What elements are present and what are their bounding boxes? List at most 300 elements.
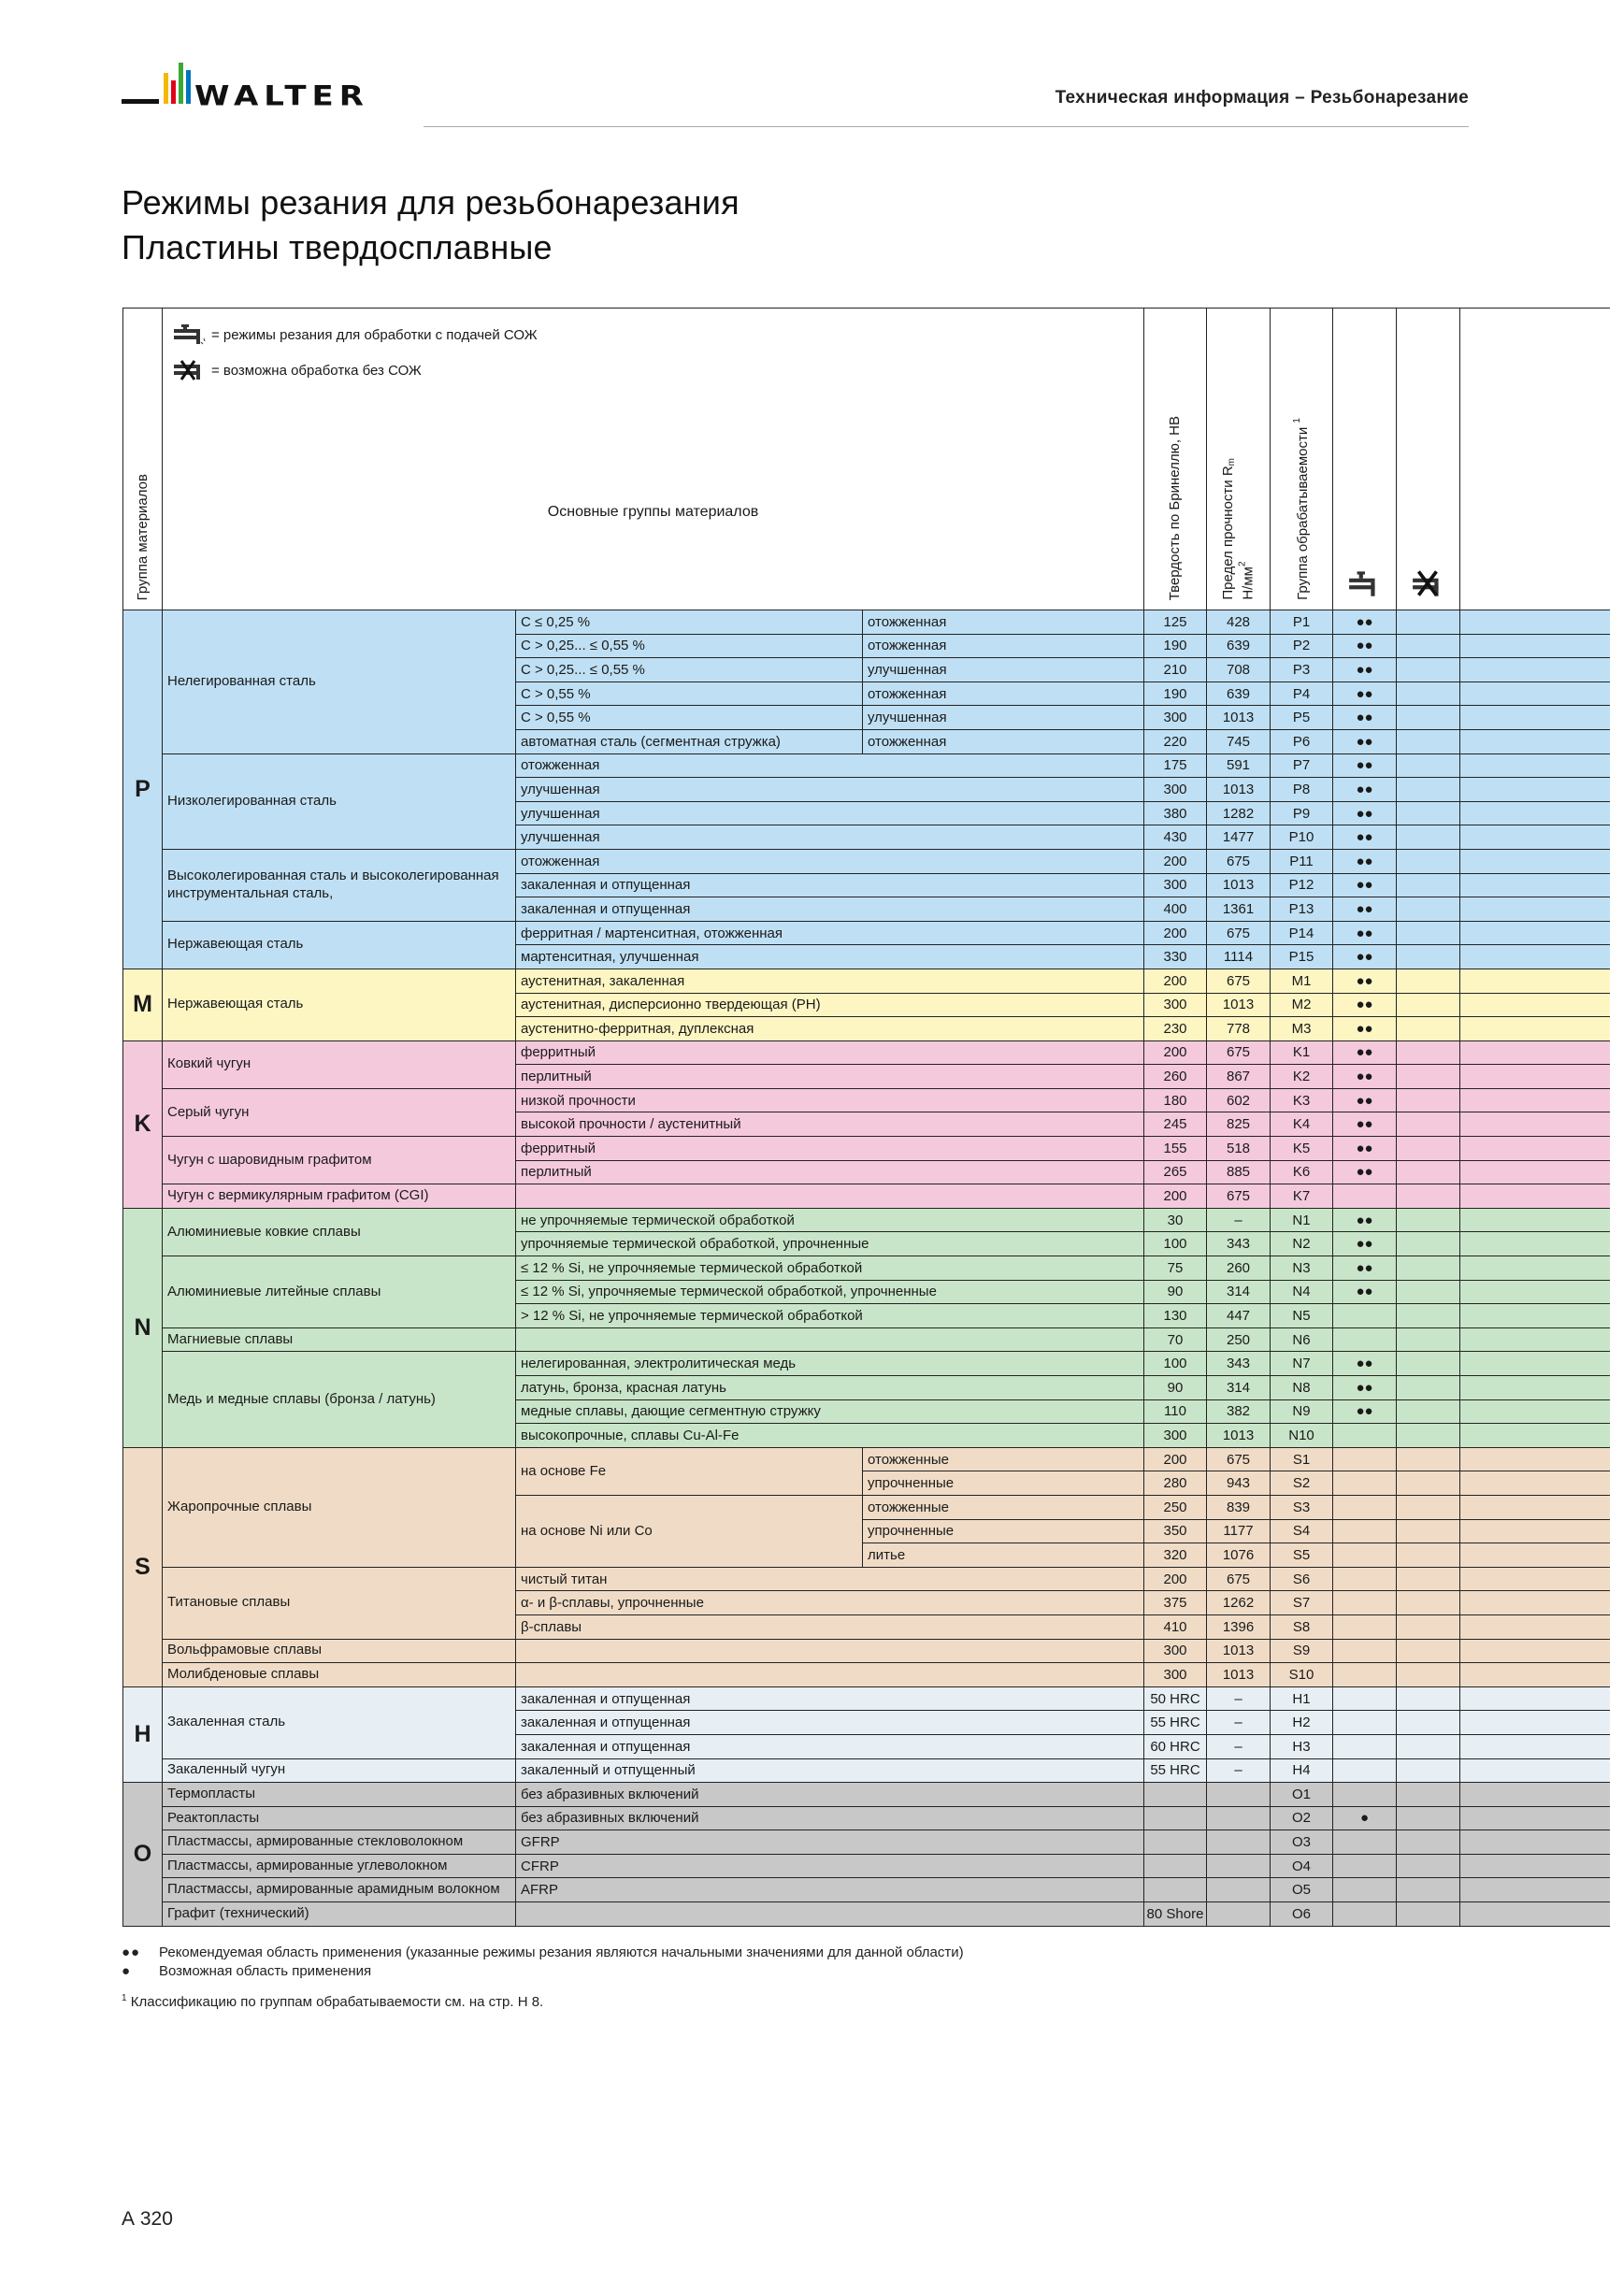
material-subgroup: латунь, бронза, красная латунь — [516, 1376, 1144, 1400]
empty-cell — [1460, 1902, 1610, 1927]
material-subgroup: ≤ 12 % Si, упрочняемые термической обработкой, упрочненные — [516, 1280, 1144, 1304]
tensile-strength: 591 — [1207, 753, 1271, 778]
material-name: Реактопласты — [163, 1806, 516, 1830]
material-subgroup: без абразивных включений — [516, 1806, 1144, 1830]
tensile-strength: 639 — [1207, 634, 1271, 658]
dry-mark — [1397, 778, 1460, 802]
table-row — [123, 1352, 1610, 1376]
dry-mark — [1397, 1734, 1460, 1758]
machinability-group: P13 — [1271, 897, 1333, 922]
empty-cell — [1460, 1806, 1610, 1830]
tensile-strength: 825 — [1207, 1112, 1271, 1137]
coolant-mark — [1333, 1902, 1397, 1927]
machinability-group: M3 — [1271, 1017, 1333, 1041]
dry-mark — [1397, 1327, 1460, 1352]
table-row — [123, 1783, 1610, 1807]
dry-mark — [1397, 1137, 1460, 1161]
tensile-strength: 839 — [1207, 1495, 1271, 1519]
material-name: Серый чугун — [163, 1088, 516, 1136]
material-condition: отожженная — [863, 729, 1144, 753]
table-row — [123, 1256, 1610, 1281]
empty-cell — [1460, 1280, 1610, 1304]
dry-mark — [1397, 1040, 1460, 1065]
material-condition: литье — [863, 1543, 1144, 1568]
machinability-group: K4 — [1271, 1112, 1333, 1137]
material-name: Жаропрочные сплавы — [163, 1447, 516, 1567]
hardness-hb: 125 — [1144, 610, 1207, 635]
coolant-mark — [1333, 1686, 1397, 1711]
material-subgroup: медные сплавы, дающие сегментную стружку — [516, 1399, 1144, 1424]
dry-mark — [1397, 1567, 1460, 1591]
tensile-strength: 675 — [1207, 921, 1271, 945]
empty-cell — [1460, 1424, 1610, 1448]
material-name: Закаленный чугун — [163, 1758, 516, 1783]
material-subgroup: автоматная сталь (сегментная стружка) — [516, 729, 863, 753]
coolant-mark: ●● — [1333, 729, 1397, 753]
single-dot-mark: ● — [122, 1963, 132, 1979]
dry-mark — [1397, 897, 1460, 922]
empty-cell — [1460, 778, 1610, 802]
material-subgroup: чистый титан — [516, 1567, 1144, 1591]
material-name: Нержавеющая сталь — [163, 921, 516, 969]
material-subgroup: закаленная и отпущенная — [516, 1686, 1144, 1711]
material-condition: отожженная — [863, 610, 1144, 635]
material-name: Пластмассы, армированные стекловолокном — [163, 1830, 516, 1855]
hardness-hb: 250 — [1144, 1495, 1207, 1519]
coolant-mark — [1333, 1711, 1397, 1735]
coolant-mark: ●● — [1333, 1017, 1397, 1041]
empty-cell — [1460, 825, 1610, 850]
tensile-strength: 260 — [1207, 1256, 1271, 1281]
empty-cell — [1460, 1376, 1610, 1400]
dry-mark — [1397, 1304, 1460, 1328]
empty-cell — [1460, 1112, 1610, 1137]
empty-cell — [1460, 729, 1610, 753]
material-condition: улучшенная — [863, 658, 1144, 682]
material-condition: отожженные — [863, 1495, 1144, 1519]
machinability-group: O2 — [1271, 1806, 1333, 1830]
header-group-cell — [123, 309, 163, 610]
hardness-hb: 380 — [1144, 801, 1207, 825]
machinability-group: O3 — [1271, 1830, 1333, 1855]
tensile-strength — [1207, 1854, 1271, 1878]
footnote-recommended: ●● Рекомендуемая область применения (указанные режимы резания являются начальными значениями для данной области) — [122, 1944, 964, 1960]
tensile-strength: 675 — [1207, 1040, 1271, 1065]
tensile-strength: 675 — [1207, 1567, 1271, 1591]
material-subgroup: β-сплавы — [516, 1614, 1144, 1639]
hardness-hb: 90 — [1144, 1280, 1207, 1304]
material-subgroup: AFRP — [516, 1878, 1144, 1902]
coolant-mark — [1333, 1424, 1397, 1448]
header-title: Техническая информация – Резьбонарезание — [1055, 88, 1469, 108]
material-subgroup: высокой прочности / аустенитный — [516, 1112, 1144, 1137]
coolant-mark — [1333, 1830, 1397, 1855]
coolant-mark: ●● — [1333, 1280, 1397, 1304]
table-row — [123, 1088, 1610, 1112]
machinability-group: H2 — [1271, 1711, 1333, 1735]
material-subgroup: C > 0,25... ≤ 0,55 % — [516, 634, 863, 658]
hardness-hb — [1144, 1854, 1207, 1878]
coolant-mark: ●● — [1333, 753, 1397, 778]
hardness-hb: 55 HRC — [1144, 1758, 1207, 1783]
coolant-mark — [1333, 1734, 1397, 1758]
coolant-mark: ●● — [1333, 1399, 1397, 1424]
empty-cell — [1460, 1088, 1610, 1112]
dry-mark — [1397, 969, 1460, 993]
empty-cell — [1460, 1663, 1610, 1687]
tensile-strength: 1361 — [1207, 897, 1271, 922]
hardness-hb: 300 — [1144, 706, 1207, 730]
empty-cell — [1460, 969, 1610, 993]
empty-cell — [1460, 1352, 1610, 1376]
material-subgroup — [516, 1663, 1144, 1687]
hardness-hb — [1144, 1878, 1207, 1902]
hardness-hb: 175 — [1144, 753, 1207, 778]
tensile-strength: 1262 — [1207, 1591, 1271, 1615]
material-subgroup: C ≤ 0,25 % — [516, 610, 863, 635]
machinability-group: P1 — [1271, 610, 1333, 635]
coolant-mark: ●● — [1333, 969, 1397, 993]
legend-dry-text: = возможна обработка без СОЖ — [211, 362, 422, 379]
material-name: Ковкий чугун — [163, 1040, 516, 1088]
material-condition: упрочненные — [863, 1519, 1144, 1543]
table-header-row — [123, 309, 1610, 610]
material-subgroup: закаленная и отпущенная — [516, 873, 1144, 897]
material-subgroup: низкой прочности — [516, 1088, 1144, 1112]
material-subgroup: ферритный — [516, 1137, 1144, 1161]
material-subgroup: закаленный и отпущенный — [516, 1758, 1144, 1783]
dry-mark — [1397, 1758, 1460, 1783]
coolant-mark — [1333, 1184, 1397, 1209]
empty-cell — [1460, 1065, 1610, 1089]
material-name: Молибденовые сплавы — [163, 1663, 516, 1687]
table-row — [123, 969, 1610, 993]
dry-mark — [1397, 1447, 1460, 1471]
machinability-group: S9 — [1271, 1639, 1333, 1663]
hardness-hb: 375 — [1144, 1591, 1207, 1615]
material-subgroup — [516, 1639, 1144, 1663]
coolant-mark — [1333, 1519, 1397, 1543]
coolant-mark: ●● — [1333, 1112, 1397, 1137]
coolant-mark — [1333, 1447, 1397, 1471]
table-row — [123, 1854, 1610, 1878]
hardness-hb: 90 — [1144, 1376, 1207, 1400]
header-main-cell — [163, 309, 1144, 610]
material-subgroup — [516, 1184, 1144, 1209]
coolant-mark: ●● — [1333, 801, 1397, 825]
material-subgroup: GFRP — [516, 1830, 1144, 1855]
empty-cell — [1460, 1567, 1610, 1591]
page-title-line1: Режимы резания для резьбонарезания — [122, 183, 740, 222]
empty-cell — [1460, 634, 1610, 658]
machinability-group: S5 — [1271, 1543, 1333, 1568]
tensile-strength: 943 — [1207, 1471, 1271, 1496]
hardness-hb: 300 — [1144, 1424, 1207, 1448]
cutting-data-table — [122, 308, 1610, 1927]
logo-text: WALTER — [194, 80, 369, 112]
empty-cell — [1460, 1040, 1610, 1065]
logo-bar-yellow — [164, 73, 168, 104]
hardness-hb: 200 — [1144, 1447, 1207, 1471]
hardness-hb: 130 — [1144, 1304, 1207, 1328]
empty-cell — [1460, 993, 1610, 1017]
coolant-mark: ● — [1333, 1806, 1397, 1830]
group-letter: K — [123, 1040, 163, 1208]
empty-cell — [1460, 1208, 1610, 1232]
walter-logo — [122, 58, 402, 123]
coolant-mark: ●● — [1333, 1352, 1397, 1376]
table-row — [123, 849, 1610, 873]
coolant-mark: ●● — [1333, 682, 1397, 706]
hardness-hb: 55 HRC — [1144, 1711, 1207, 1735]
table-row — [123, 1447, 1610, 1471]
empty-cell — [1460, 945, 1610, 969]
material-subgroup — [516, 1902, 1144, 1927]
tensile-strength: 428 — [1207, 610, 1271, 635]
machinability-group: N9 — [1271, 1399, 1333, 1424]
empty-cell — [1460, 1399, 1610, 1424]
material-subgroup: упрочняемые термической обработкой, упрочненные — [516, 1232, 1144, 1256]
dry-mark — [1397, 1543, 1460, 1568]
empty-cell — [1460, 1519, 1610, 1543]
coolant-mark — [1333, 1663, 1397, 1687]
empty-cell — [1460, 1256, 1610, 1281]
group-letter: O — [123, 1783, 163, 1927]
hardness-hb: 200 — [1144, 849, 1207, 873]
material-name: Нержавеющая сталь — [163, 969, 516, 1040]
machinability-group: P7 — [1271, 753, 1333, 778]
machinability-group: O1 — [1271, 1783, 1333, 1807]
hardness-hb: 110 — [1144, 1399, 1207, 1424]
group-letter: P — [123, 610, 163, 969]
material-subgroup: α- и β-сплавы, упрочненные — [516, 1591, 1144, 1615]
dry-mark — [1397, 753, 1460, 778]
table-row — [123, 1040, 1610, 1065]
hardness-hb: 300 — [1144, 993, 1207, 1017]
empty-cell — [1460, 1639, 1610, 1663]
coolant-mark — [1333, 1783, 1397, 1807]
material-subgroup: отожженная — [516, 849, 1144, 873]
header-main: Основные группы материалов — [547, 504, 759, 520]
hardness-hb: 350 — [1144, 1519, 1207, 1543]
material-condition: упрочненные — [863, 1471, 1144, 1496]
dry-mark — [1397, 1088, 1460, 1112]
material-name: Алюминиевые литейные сплавы — [163, 1256, 516, 1328]
empty-cell — [1460, 1137, 1610, 1161]
coolant-mark — [1333, 1854, 1397, 1878]
machinability-group: S4 — [1271, 1519, 1333, 1543]
table-row — [123, 1806, 1610, 1830]
table-row — [123, 610, 1610, 635]
tensile-strength: 1477 — [1207, 825, 1271, 850]
coolant-mark: ●● — [1333, 849, 1397, 873]
empty-cell — [1460, 1830, 1610, 1855]
coolant-mark: ●● — [1333, 1088, 1397, 1112]
coolant-mark — [1333, 1758, 1397, 1783]
header-mach-group: Группа обрабатываемости $^1$ — [1291, 418, 1311, 600]
coolant-mark: ●● — [1333, 921, 1397, 945]
machinability-group: S7 — [1271, 1591, 1333, 1615]
dry-mark — [1397, 825, 1460, 850]
hardness-hb: 180 — [1144, 1088, 1207, 1112]
material-subgroup: перлитный — [516, 1065, 1144, 1089]
machinability-group: K1 — [1271, 1040, 1333, 1065]
empty-cell — [1460, 873, 1610, 897]
machinability-group: K3 — [1271, 1088, 1333, 1112]
hardness-hb: 265 — [1144, 1160, 1207, 1184]
material-subgroup: без абразивных включений — [516, 1783, 1144, 1807]
tensile-strength: 885 — [1207, 1160, 1271, 1184]
material-subgroup: C > 0,55 % — [516, 682, 863, 706]
machinability-group: P12 — [1271, 873, 1333, 897]
group-letter: S — [123, 1447, 163, 1686]
empty-cell — [1460, 849, 1610, 873]
page-title-line2: Пластины твердосплавные — [122, 228, 553, 266]
empty-cell — [1460, 1783, 1610, 1807]
empty-cell — [1460, 1711, 1610, 1735]
footnote-reference: $^1$ Классификацию по группам обрабатываемости см. на стр. Н 8. — [122, 1993, 544, 2010]
material-name: Высоколегированная сталь и высоколегированная инструментальная сталь, — [163, 849, 516, 921]
material-name: Титановые сплавы — [163, 1567, 516, 1639]
logo-bar-blue — [186, 70, 191, 104]
header-dry-cell — [1397, 309, 1460, 610]
empty-cell — [1460, 658, 1610, 682]
material-subgroup: мартенситная, улучшенная — [516, 945, 1144, 969]
empty-cell — [1460, 753, 1610, 778]
tensile-strength: 1114 — [1207, 945, 1271, 969]
empty-cell — [1460, 1471, 1610, 1496]
table-row — [123, 1663, 1610, 1687]
material-subgroup: высокопрочные, сплавы Cu-Al-Fe — [516, 1424, 1144, 1448]
empty-cell — [1460, 921, 1610, 945]
machinability-group: O5 — [1271, 1878, 1333, 1902]
coolant-mark: ●● — [1333, 945, 1397, 969]
coolant-mark — [1333, 1327, 1397, 1352]
material-subgroup: ферритный — [516, 1040, 1144, 1065]
table-row — [123, 1208, 1610, 1232]
hardness-hb: 200 — [1144, 1040, 1207, 1065]
legend-coolant — [172, 323, 538, 346]
machinability-group: M2 — [1271, 993, 1333, 1017]
empty-cell — [1460, 1878, 1610, 1902]
dry-mark — [1397, 1376, 1460, 1400]
tensile-strength: 447 — [1207, 1304, 1271, 1328]
table-row — [123, 1137, 1610, 1161]
page-number: А 320 — [122, 2208, 173, 2230]
tensile-strength: 1396 — [1207, 1614, 1271, 1639]
tensile-strength: 1282 — [1207, 801, 1271, 825]
machinability-group: S6 — [1271, 1567, 1333, 1591]
dry-mark — [1397, 1519, 1460, 1543]
dry-mark — [1397, 1280, 1460, 1304]
machinability-group: P2 — [1271, 634, 1333, 658]
table-row — [123, 921, 1610, 945]
machinability-group: K6 — [1271, 1160, 1333, 1184]
hardness-hb: 75 — [1144, 1256, 1207, 1281]
material-subgroup: перлитный — [516, 1160, 1144, 1184]
empty-cell — [1460, 1327, 1610, 1352]
coolant-mark: ●● — [1333, 897, 1397, 922]
dry-mark — [1397, 1424, 1460, 1448]
dry-tap-icon — [1411, 567, 1446, 599]
header-hb: Твердость по Бринеллю, HB — [1167, 415, 1184, 600]
material-subgroup: CFRP — [516, 1854, 1144, 1878]
hardness-hb: 300 — [1144, 1663, 1207, 1687]
dry-mark — [1397, 1854, 1460, 1878]
empty-cell — [1460, 1854, 1610, 1878]
dry-mark — [1397, 1663, 1460, 1687]
dry-mark — [1397, 1711, 1460, 1735]
table-row — [123, 1902, 1610, 1927]
machinability-group: P15 — [1271, 945, 1333, 969]
machinability-group: K7 — [1271, 1184, 1333, 1209]
footnote-possible: ● Возможная область применения — [122, 1963, 372, 1979]
machinability-group: N4 — [1271, 1280, 1333, 1304]
hardness-hb: 155 — [1144, 1137, 1207, 1161]
material-subgroup: улучшенная — [516, 825, 1144, 850]
dry-mark — [1397, 1783, 1460, 1807]
hardness-hb: 50 HRC — [1144, 1686, 1207, 1711]
dry-mark — [1397, 1830, 1460, 1855]
hardness-hb: 320 — [1144, 1543, 1207, 1568]
material-subgroup: аустенитная, дисперсионно твердеющая (PH) — [516, 993, 1144, 1017]
hardness-hb: 300 — [1144, 873, 1207, 897]
group-letter: N — [123, 1208, 163, 1447]
machinability-group: N8 — [1271, 1376, 1333, 1400]
material-name: Графит (технический) — [163, 1902, 516, 1927]
group-letter: M — [123, 969, 163, 1040]
tensile-strength: – — [1207, 1711, 1271, 1735]
dry-mark — [1397, 849, 1460, 873]
coolant-mark: ●● — [1333, 1065, 1397, 1089]
dry-mark — [1397, 1184, 1460, 1209]
machinability-group: N5 — [1271, 1304, 1333, 1328]
material-condition: улучшенная — [863, 706, 1144, 730]
material-subgroup: аустенитная, закаленная — [516, 969, 1144, 993]
tensile-strength: 708 — [1207, 658, 1271, 682]
machinability-group: P4 — [1271, 682, 1333, 706]
tensile-strength — [1207, 1902, 1271, 1927]
material-name: Алюминиевые ковкие сплавы — [163, 1208, 516, 1256]
tensile-strength: 382 — [1207, 1399, 1271, 1424]
empty-cell — [1460, 1686, 1610, 1711]
material-subgroup: закаленная и отпущенная — [516, 1734, 1144, 1758]
hardness-hb: 260 — [1144, 1065, 1207, 1089]
empty-cell — [1460, 1543, 1610, 1568]
hardness-hb: 210 — [1144, 658, 1207, 682]
machinability-group: N6 — [1271, 1327, 1333, 1352]
dry-mark — [1397, 1686, 1460, 1711]
table-row — [123, 1327, 1610, 1352]
material-subgroup — [516, 1327, 1144, 1352]
tensile-strength: 675 — [1207, 1447, 1271, 1471]
tensile-strength: – — [1207, 1686, 1271, 1711]
table-row — [123, 1686, 1610, 1711]
dry-mark — [1397, 945, 1460, 969]
machinability-group: H4 — [1271, 1758, 1333, 1783]
header-rm-cell — [1207, 309, 1271, 610]
dry-mark — [1397, 1495, 1460, 1519]
header-rule — [424, 126, 1469, 127]
machinability-group: P5 — [1271, 706, 1333, 730]
dry-mark — [1397, 682, 1460, 706]
dry-mark — [1397, 1017, 1460, 1041]
dry-mark — [1397, 1232, 1460, 1256]
dry-mark — [1397, 1902, 1460, 1927]
empty-cell — [1460, 1017, 1610, 1041]
hardness-hb: 80 Shore — [1144, 1902, 1207, 1927]
tensile-strength: 639 — [1207, 682, 1271, 706]
